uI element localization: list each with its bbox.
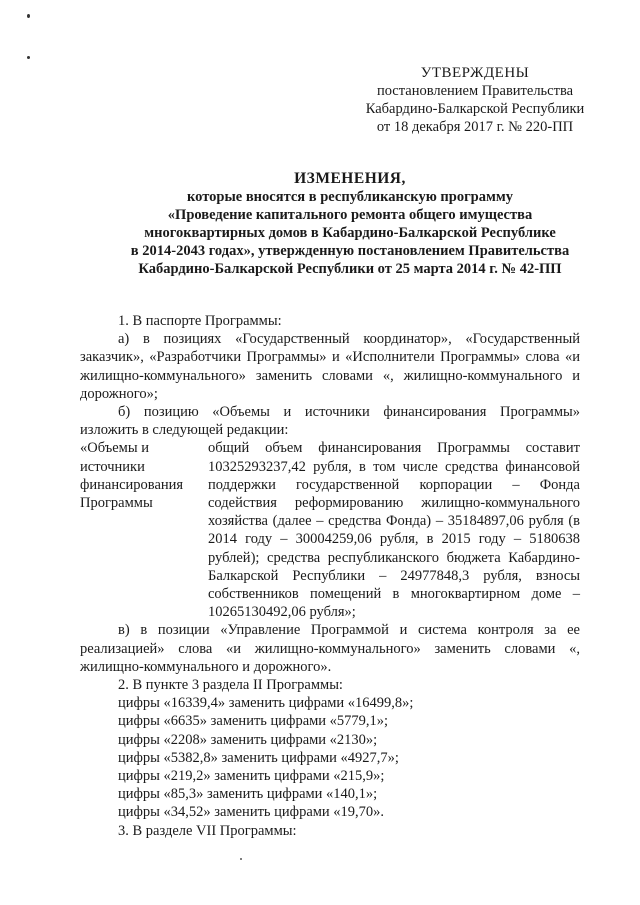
title-line: Кабардино-Балкарской Республики от 25 марта 2014 г. № 42-ПП — [138, 261, 562, 277]
section-1c-paragraph: в) в позиции «Управление Программой и система контроля за ее реализацией» слова «и жилищно-коммунального» заменить словами «, жилищно-коммунального и дорожного». — [80, 622, 580, 675]
funding-table — [80, 439, 580, 621]
section-1a-paragraph: а) в позициях «Государственный координатор», «Государственный заказчик», «Разработчики Программы» и «Исполнители Программы» слова «и жилищно-коммунального» заменить словами «, жилищно-коммунального и дорожного»; — [80, 331, 580, 402]
document-body — [80, 312, 580, 840]
list-item: цифры «2208» заменить цифрами «2130»; — [118, 731, 378, 748]
funding-table-label — [80, 439, 208, 621]
list-item: цифры «219,2» заменить цифрами «215,9»; — [118, 768, 385, 785]
scan-speck — [27, 56, 30, 59]
funding-label-line: источники — [80, 458, 145, 475]
title-line: многоквартирных домов в Кабардино-Балкарской Республике — [144, 225, 556, 241]
approval-line-2: Кабардино-Балкарской Республики — [365, 101, 585, 117]
title-line: которые вносятся в республиканскую программу — [187, 189, 513, 205]
title-line: в 2014-2043 годах», утвержденную постановлением Правительства — [130, 243, 570, 259]
funding-label-line: «Объемы и — [80, 440, 149, 457]
section-2-list — [80, 694, 580, 821]
funding-table-value: общий объем финансирования Программы составит 10325293237,42 рубля, в том числе средства финансовой поддержки государственной корпорации – Фонда содействия реформированию жилищно-коммунального хозяйства (далее – средства Фонда) – 35184897,06 рубля (в 2014 году – 30004259,06 рубля, в 2015 году – 5180638 рублей); средства республиканского бюджета Кабардино-Балкарской Республики – 24977848,3 рубля, взносы собственников помещений в многоквартирном доме – 10265130492,06 рубля»; — [208, 440, 580, 621]
section-1b-paragraph: б) позицию «Объемы и источники финансирования Программы» изложить в следующей редакции: — [80, 404, 580, 439]
approval-line-3: от 18 декабря 2017 г. № 220-ПП — [376, 119, 574, 135]
list-item: цифры «6635» заменить цифрами «5779,1»; — [118, 713, 389, 730]
document-title — [60, 170, 640, 278]
approval-heading: УТВЕРЖДЕНЫ — [420, 65, 530, 81]
scan-speck — [27, 14, 30, 18]
section-3-heading: 3. В разделе VII Программы: — [118, 822, 297, 839]
list-item: цифры «16339,4» заменить цифрами «16499,8»; — [118, 695, 414, 712]
list-item: цифры «85,3» заменить цифрами «140,1»; — [118, 786, 378, 803]
list-item: цифры «34,52» заменить цифрами «19,70». — [118, 804, 385, 821]
approval-stamp-block — [330, 64, 620, 136]
funding-label-line: Программы — [80, 495, 153, 512]
approval-line-1: постановлением Правительства — [376, 83, 574, 99]
funding-label-line: финансирования — [80, 476, 184, 493]
section-1-heading: 1. В паспорте Программы: — [118, 313, 282, 329]
list-item: цифры «5382,8» заменить цифрами «4927,7»; — [118, 749, 399, 766]
title-main: ИЗМЕНЕНИЯ, — [294, 170, 406, 187]
section-2-heading: 2. В пункте 3 раздела II Программы: — [118, 677, 343, 694]
title-line: «Проведение капитального ремонта общего имущества — [167, 207, 533, 223]
scan-dot — [240, 858, 242, 860]
